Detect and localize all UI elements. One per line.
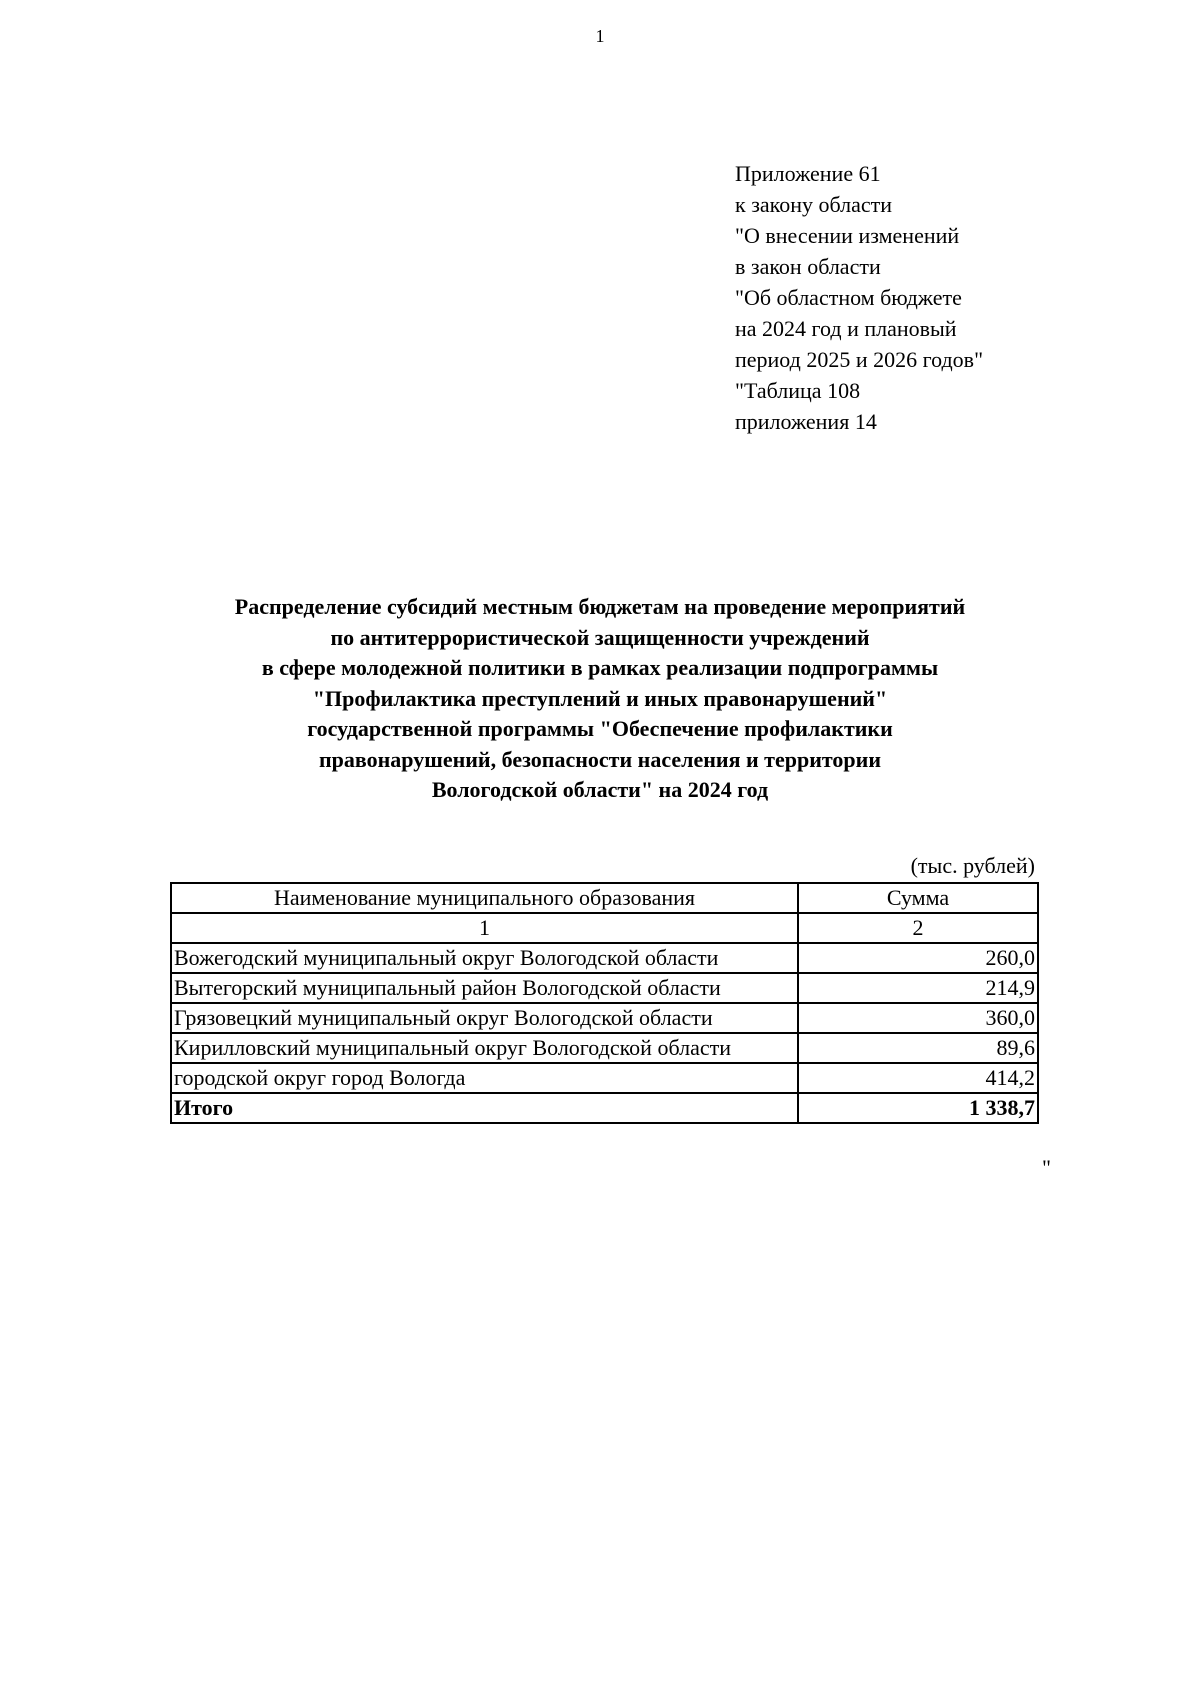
units-label: (тыс. рублей) (910, 853, 1035, 878)
header-sum: Сумма (798, 883, 1038, 913)
appendix-line: период 2025 и 2026 годов" (735, 347, 984, 372)
municipality-name: Вожегодский муниципальный округ Вологодской области (171, 943, 798, 973)
table-row (171, 1003, 1038, 1033)
municipality-name: Кирилловский муниципальный округ Вологодской области (171, 1033, 798, 1063)
title-line: по антитеррористической защищенности учреждений (330, 624, 870, 650)
subsidy-sum: 414,2 (798, 1063, 1038, 1093)
title-line: правонарушений, безопасности населения и территории (318, 746, 881, 772)
table-header-row (171, 883, 1038, 913)
table-row (171, 1063, 1038, 1093)
appendix-line: к закону области (735, 192, 893, 217)
title-line: "Профилактика преступлений и иных правонарушений" (312, 685, 888, 711)
document-title (150, 592, 1050, 806)
municipality-name: городской округ город Вологда (171, 1063, 798, 1093)
total-sum: 1 338,7 (798, 1093, 1038, 1123)
table-row (171, 943, 1038, 973)
appendix-line: Приложение 61 (735, 161, 881, 186)
title-line: в сфере молодежной политики в рамках реализации подпрограммы (261, 655, 939, 680)
title-line: Вологодской области" на 2024 год (431, 777, 769, 802)
title-line: Распределение субсидий местным бюджетам на проведение мероприятий (234, 594, 966, 619)
column-number: 1 (171, 913, 798, 943)
appendix-reference (735, 158, 983, 437)
total-label: Итого (171, 1093, 798, 1123)
column-number: 2 (798, 913, 1038, 943)
subsidy-sum: 260,0 (798, 943, 1038, 973)
appendix-line: в закон области (735, 254, 881, 279)
title-line: государственной программы "Обеспечение профилактики (307, 716, 893, 741)
appendix-line: "Об областном бюджете (735, 285, 962, 310)
subsidy-table (170, 882, 1039, 1124)
municipality-name: Вытегорский муниципальный район Вологодской области (171, 973, 798, 1003)
table-row (171, 973, 1038, 1003)
appendix-line: "Таблица 108 (735, 378, 861, 403)
subsidy-sum: 89,6 (798, 1033, 1038, 1063)
column-number-row (171, 913, 1038, 943)
appendix-line: "О внесении изменений (735, 223, 960, 248)
subsidy-sum: 360,0 (798, 1003, 1038, 1033)
subsidy-sum: 214,9 (798, 973, 1038, 1003)
header-name: Наименование муниципального образования (171, 883, 798, 913)
total-row (171, 1093, 1038, 1123)
page-number: 1 (595, 26, 605, 46)
appendix-line: приложения 14 (735, 409, 877, 434)
closing-quote: " (1042, 1155, 1051, 1180)
municipality-name: Грязовецкий муниципальный округ Вологодской области (171, 1003, 798, 1033)
appendix-line: на 2024 год и плановый (735, 316, 957, 341)
table-row (171, 1033, 1038, 1063)
